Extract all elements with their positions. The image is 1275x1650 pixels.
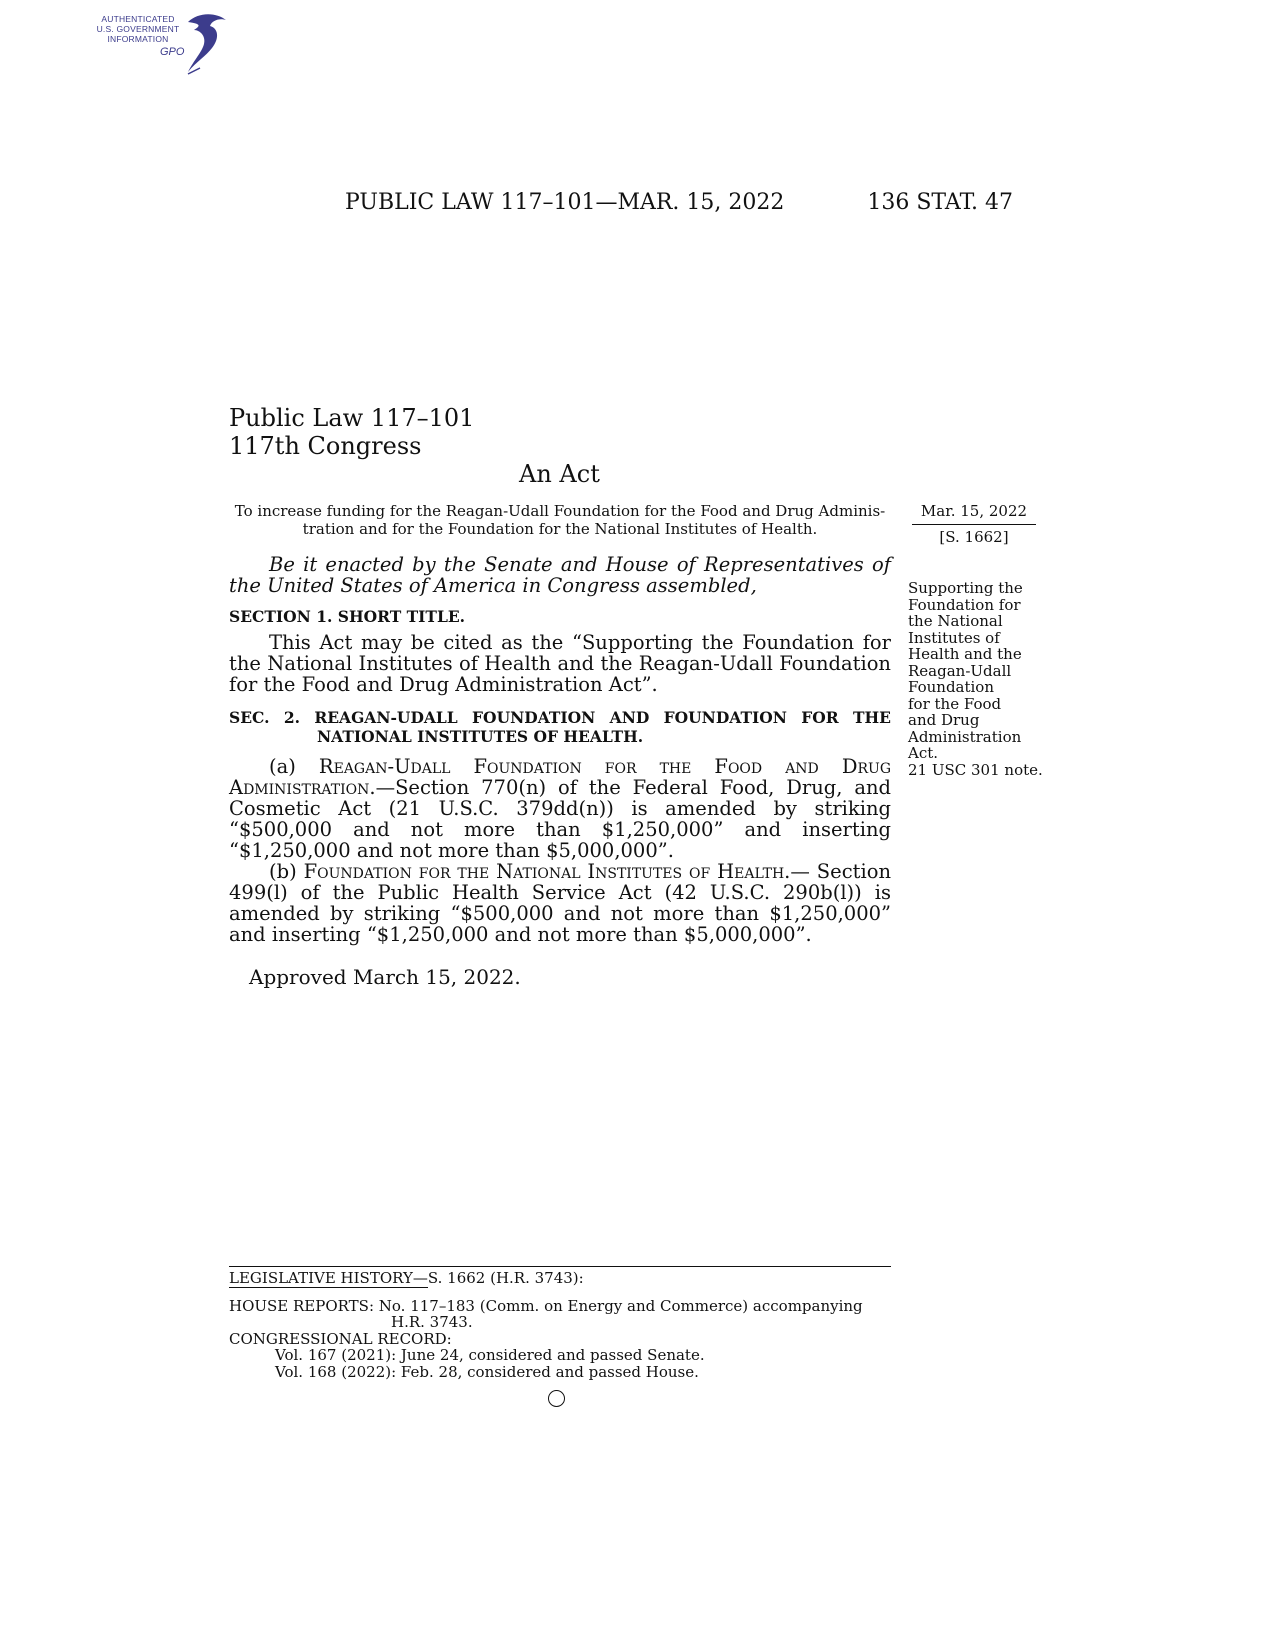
margin-note-line: Administration <box>908 727 1022 746</box>
section-2b-label: (b) <box>269 860 304 883</box>
section-2b <box>229 861 891 945</box>
section-2b-text: — Section 499(l) of the Public Health Service Act (42 U.S.C. 290b(l)) is amended by striking “$500,000 and not more than $1,250,000” and inserting “$1,250,000 and not more than $5,000,000”. <box>229 860 891 946</box>
section-2a-label: (a) <box>269 755 319 778</box>
margin-note-line: for the Food <box>908 694 1002 713</box>
logo-gpo: GPO <box>160 46 185 58</box>
legislative-history-bill: S. 1662 (H.R. 3743): <box>427 1269 584 1287</box>
act-heading: An Act <box>519 460 600 488</box>
margin-short-title-note <box>908 580 1048 778</box>
section-2-heading-line-2: NATIONAL INSTITUTES OF HEALTH. <box>317 727 644 746</box>
legislative-history-label: LEGISLATIVE HISTORY— <box>229 1269 428 1287</box>
purpose-line-1: To increase funding for the Reagan-Udall Foundation for the Food and Drug Adminis- <box>234 502 886 520</box>
margin-usc-note: 21 USC 301 note. <box>908 760 1043 779</box>
section-2a <box>229 756 891 861</box>
section-2-heading <box>229 708 891 746</box>
section-2-body <box>229 756 891 945</box>
margin-note-line: Supporting the <box>908 579 1023 597</box>
margin-note-line: Act. <box>908 744 939 762</box>
eagle-icon <box>180 8 232 76</box>
logo-text <box>92 14 184 44</box>
section-2a-heading: Reagan-Udall Foundation for the Food and Drug Administration. <box>229 755 892 799</box>
congressional-record-vol-168: Vol. 168 (2022): Feb. 28, considered and passed House. <box>275 1362 699 1381</box>
margin-date: Mar. 15, 2022 <box>912 502 1036 525</box>
margin-note-line: Foundation for <box>908 595 1021 614</box>
margin-note-line: Health and the <box>908 645 1022 663</box>
logo-text-line-1: AUTHENTICATED <box>101 14 175 24</box>
section-2b-heading: Foundation for the National Institutes of Health. <box>303 860 791 883</box>
margin-note-line: the National <box>908 612 1003 630</box>
legislative-history-heading <box>229 1270 891 1288</box>
legislative-history <box>229 1270 891 1380</box>
section-1-heading: SECTION 1. SHORT TITLE. <box>229 607 466 626</box>
logo-text-line-3: INFORMATION <box>107 34 169 44</box>
congress-number: 117th Congress <box>229 432 422 460</box>
approval-date: Approved March 15, 2022. <box>249 965 521 989</box>
running-header-title: PUBLIC LAW 117–101—MAR. 15, 2022 <box>345 190 785 215</box>
congressional-record-label: CONGRESSIONAL RECORD: <box>229 1329 452 1348</box>
house-reports-continued: H.R. 3743. <box>391 1313 473 1331</box>
enacting-clause: Be it enacted by the Senate and House of Representatives of the United States of America in Congress assembled, <box>229 553 891 597</box>
margin-note-line: and Drug <box>908 711 980 729</box>
section-1-text: This Act may be cited as the “Supporting the Foundation for the National Institutes of Health and the Reagan-Udall Foundation for the Food and Drug Administration Act”. <box>229 631 891 696</box>
act-purpose <box>229 502 891 538</box>
house-reports: HOUSE REPORTS: No. 117–183 (Comm. on Energy and Commerce) accompanying <box>229 1296 863 1315</box>
end-mark-circle-icon <box>548 1390 565 1407</box>
footer-divider <box>229 1266 891 1267</box>
margin-note-line: Reagan-Udall <box>908 661 1012 680</box>
margin-note-line: Foundation <box>908 678 995 696</box>
logo-text-line-2: U.S. GOVERNMENT <box>96 24 180 34</box>
running-header-page: 136 STAT. 47 <box>867 190 1013 215</box>
purpose-line-2: tration and for the Foundation for the National Institutes of Health. <box>302 520 818 538</box>
section-2a-text: —Section 770(n) of the Federal Food, Drug, and Cosmetic Act (21 U.S.C. 379dd(n)) is amended by striking “$500,000 and not more than $1,250,000” and inserting “$1,250,000 and not more than $5,000,000”. <box>229 776 891 862</box>
public-law-number: Public Law 117–101 <box>229 404 475 432</box>
section-2-heading-line-1: SEC. 2. REAGAN-UDALL FOUNDATION AND FOUNDATION FOR THE <box>229 708 891 727</box>
title-block <box>229 404 474 460</box>
congressional-record-vol-167: Vol. 167 (2021): June 24, considered and passed Senate. <box>275 1346 705 1364</box>
margin-bill-number: [S. 1662] <box>939 528 1009 546</box>
gpo-authentication-logo <box>92 8 232 76</box>
margin-note-line: Institutes of <box>908 628 1000 647</box>
margin-date-box <box>912 502 1036 546</box>
